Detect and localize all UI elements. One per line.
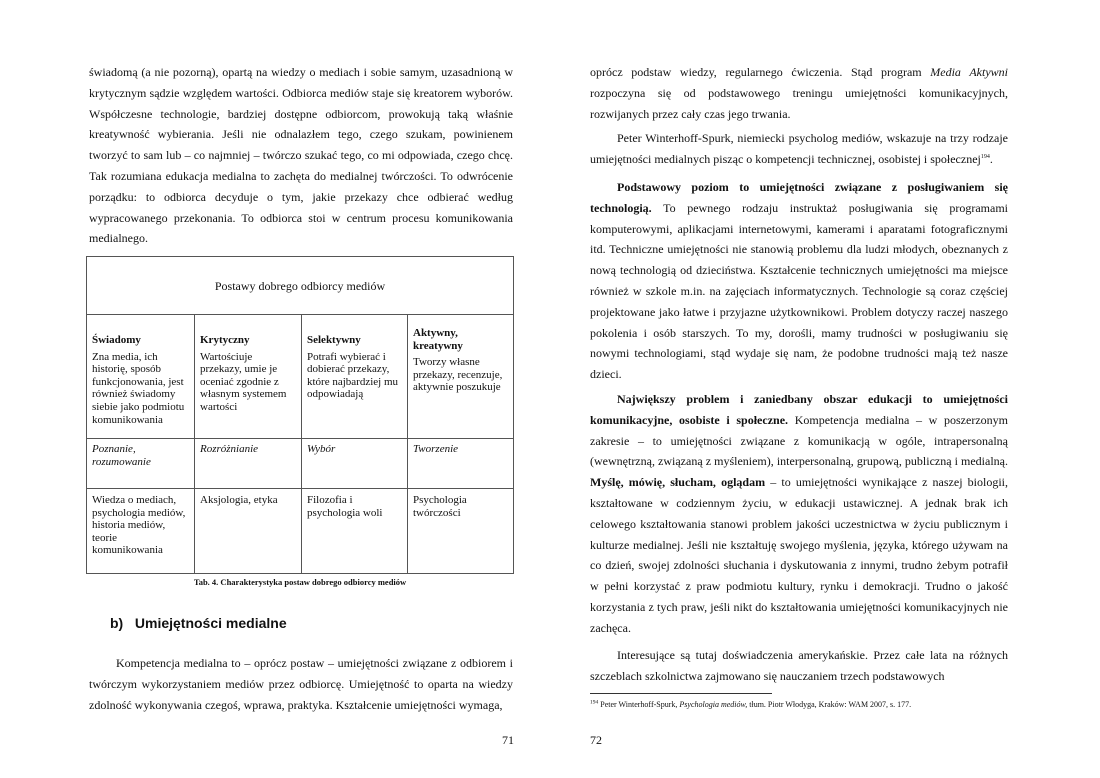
bold-lead: Największy problem i zaniedbany obszar edukacji to umiejętności komunikacyjne, osobiste i społeczne.: [590, 392, 1008, 427]
section-heading: b) Umiejętności medialne: [110, 615, 287, 631]
table-cell: [87, 315, 194, 438]
cell-description: Tworzy własne przekazy, recenzuje, aktywnie poszukuje: [413, 356, 503, 394]
cell-description: Wartościuje przekazy, umie je oceniać zgodnie z własnym systemem wartości: [200, 350, 287, 413]
text-run: .: [989, 151, 993, 166]
text-run: tłum. Piotr Włodyga, Kraków: WAM 2007, s. 177.: [747, 700, 912, 709]
table-cell: [407, 315, 513, 438]
paragraph-5: Interesujące są tutaj doświadczenia amerykańskie. Przez całe lata na różnych szczeblach szkolnictwa zajmowano się nauczaniem trzech podstawowych: [590, 648, 1008, 683]
footnote-number: 194: [590, 699, 599, 706]
column-header-krytyczny: Krytyczny: [200, 334, 250, 346]
cell-description: Zna media, ich historię, sposób funkcjonowania, jest również świadomy siebie jako podmiotu komunikowania: [92, 350, 185, 426]
footnote-rule: [590, 693, 772, 694]
column-header-selektywny: Selektywny: [307, 334, 361, 346]
paragraph-3: [590, 177, 1008, 385]
text-run: oprócz podstaw wiedzy, regularnego ćwiczenia. Stąd program: [590, 65, 931, 79]
paragraph-1: [590, 62, 1008, 124]
table-cell: [301, 315, 407, 438]
paragraph-2: [590, 128, 1008, 170]
table-cell: Wybór: [301, 439, 407, 488]
table-caption: Tab. 4. Charakterystyka postaw dobrego odbiorcy mediów: [193, 577, 407, 587]
footnote-reference: 194: [980, 153, 990, 160]
column-header-swiadomy: Świadomy: [92, 334, 141, 346]
text-run: rozpoczyna się od podstawowego treningu umiejętności komunikacyjnych, rozwijanych przez cały czas jego trwania.: [590, 85, 1008, 121]
footnote: [590, 699, 1010, 710]
page-number: 71: [502, 733, 514, 747]
text-run: Peter Winterhoff-Spurk,: [598, 700, 680, 709]
table-cell: Poznanie, rozumowanie: [92, 443, 151, 468]
book-title: Psychologia mediów,: [679, 700, 748, 709]
table-row-descriptions: [87, 315, 513, 439]
table-cell: Tworzenie: [407, 439, 513, 488]
table-cell: [194, 315, 301, 438]
bold-phrase: Myślę, mówię, słucham, oglądam: [590, 475, 766, 490]
intro-paragraph: świadomą (a nie pozorną), opartą na wiedzy o mediach i sobie samym, uzasadnioną w krytycznym sądzie względem wartości. Odbiorca mediów staje się kreatorem wyborów. Współczesne technologie, bardziej dostępne odbiorcom, prowokują taką właśnie kreatywność wybierania. Jeśli nie odnalazłem tego, czego szukam, powinienem tworzyć to sam lub – co najmniej – twórczo szukać tego, co mi odpowiada, czego chcę. Tak rozumiana edukacja medialna to zachęta do medialnej twórczości. To odwrócenie porządku: to odbiorca decyduje o tym, jakie przekazy chce odbierać według wypracowanego przekonania. To odbiorca stoi w centrum procesu komunikowania medialnego.: [89, 65, 513, 246]
outro-paragraph: Kompetencja medialna to – oprócz postaw – umiejętności związane z odbiorem i twórczym wykorzystaniem mediów przez odbiorcę. Umiejętność to oparta na wiedzy zdolność wykonywania czegoś, wprawa, praktyka. Kształcenie umiejętności wymaga,: [89, 656, 513, 712]
table-cell: Rozróżnianie: [194, 439, 301, 488]
column-header-aktywny: Aktywny, kreatywny: [413, 327, 463, 352]
table-cell: Filozofia i psychologia woli: [301, 489, 407, 573]
page-number: 72: [590, 733, 602, 747]
table-cell: Aksjologia, etyka: [194, 489, 301, 573]
text-run: Peter Winterhoff-Spurk, niemiecki psycholog mediów, wskazuje na trzy rodzaje umiejętności medialnych pisząc o kompetencji technicznej, osobistej i społecznej: [590, 131, 1008, 166]
right-page: [550, 0, 1100, 778]
table-row-activities: [87, 439, 513, 489]
table-title: Postawy dobrego odbiorcy mediów: [87, 257, 513, 315]
table-cell: Psychologia twórczości: [407, 489, 513, 573]
text-run: Kompetencja medialna – w poszerzonym zakresie – to umiejętności związane z komunikacją w ogóle, intrapersonalną (wewnętrzną, związaną z myśleniem), interpersonalną, grupową, publiczną i medialną.: [590, 412, 1008, 469]
program-name: Media Aktywni: [930, 65, 1008, 79]
table-cell: Wiedza o mediach, psychologia mediów, historia mediów, teorie komunikowania: [92, 494, 186, 557]
cell-description: Potrafi wybierać i dobierać przekazy, które najbardziej mu odpowiadają: [307, 350, 399, 401]
text-run: – to umiejętności wynikające z naszej biologii, kształtowane w codziennym życiu, w edukacji ustawicznej. A jednak brak ich celowego kształtowania stanowi problem jakości uczestnictwa w życiu publicznym i kulturze medialnej. Jeśli nie kształtuję swojego myślenia, języka, którego używam na co dzień, swojej zdolności słuchania i dyskutowania z innymi, trudno żebym potrafił w pełni korzystać z praw podmiotu kultury, rynku i demokracji. Trudno o jakość korzystania z tych praw, jeśli nikt do kształtowania umiejętności komunikacyjnych nie zachęca.: [590, 475, 1008, 635]
text-run: To pewnego rodzaju instruktaż posługiwania się programami komputerowymi, aplikacjami internetowymi, kamerami i aparatami fotograficznymi itd. Techniczne umiejętności nie stanowią problemu dla ludzi młodych, obeznanych z nową technologią od dzieciństwa. Kształcenie technicznych umiejętności ma miejsce również w szkole m.in. na zajęciach informatycznych. Technologie są coraz częściej projektowane jako łatwe i przyjazne użytkownikowi. Problem dotyczy raczej naszego pokolenia i osób starszych. To my, dorośli, mamy trudności w posługiwaniu się nowymi technologiami, stąd wydaje się nam, że podobne trudności mają też nasze dzieci.: [590, 200, 1008, 382]
table-row-knowledge: [87, 489, 513, 573]
bold-lead: Podstawowy poziom to umiejętności związane z posługiwaniem się technologią.: [590, 180, 1008, 215]
attitudes-table: [86, 256, 514, 574]
paragraph-4: [590, 389, 1008, 639]
